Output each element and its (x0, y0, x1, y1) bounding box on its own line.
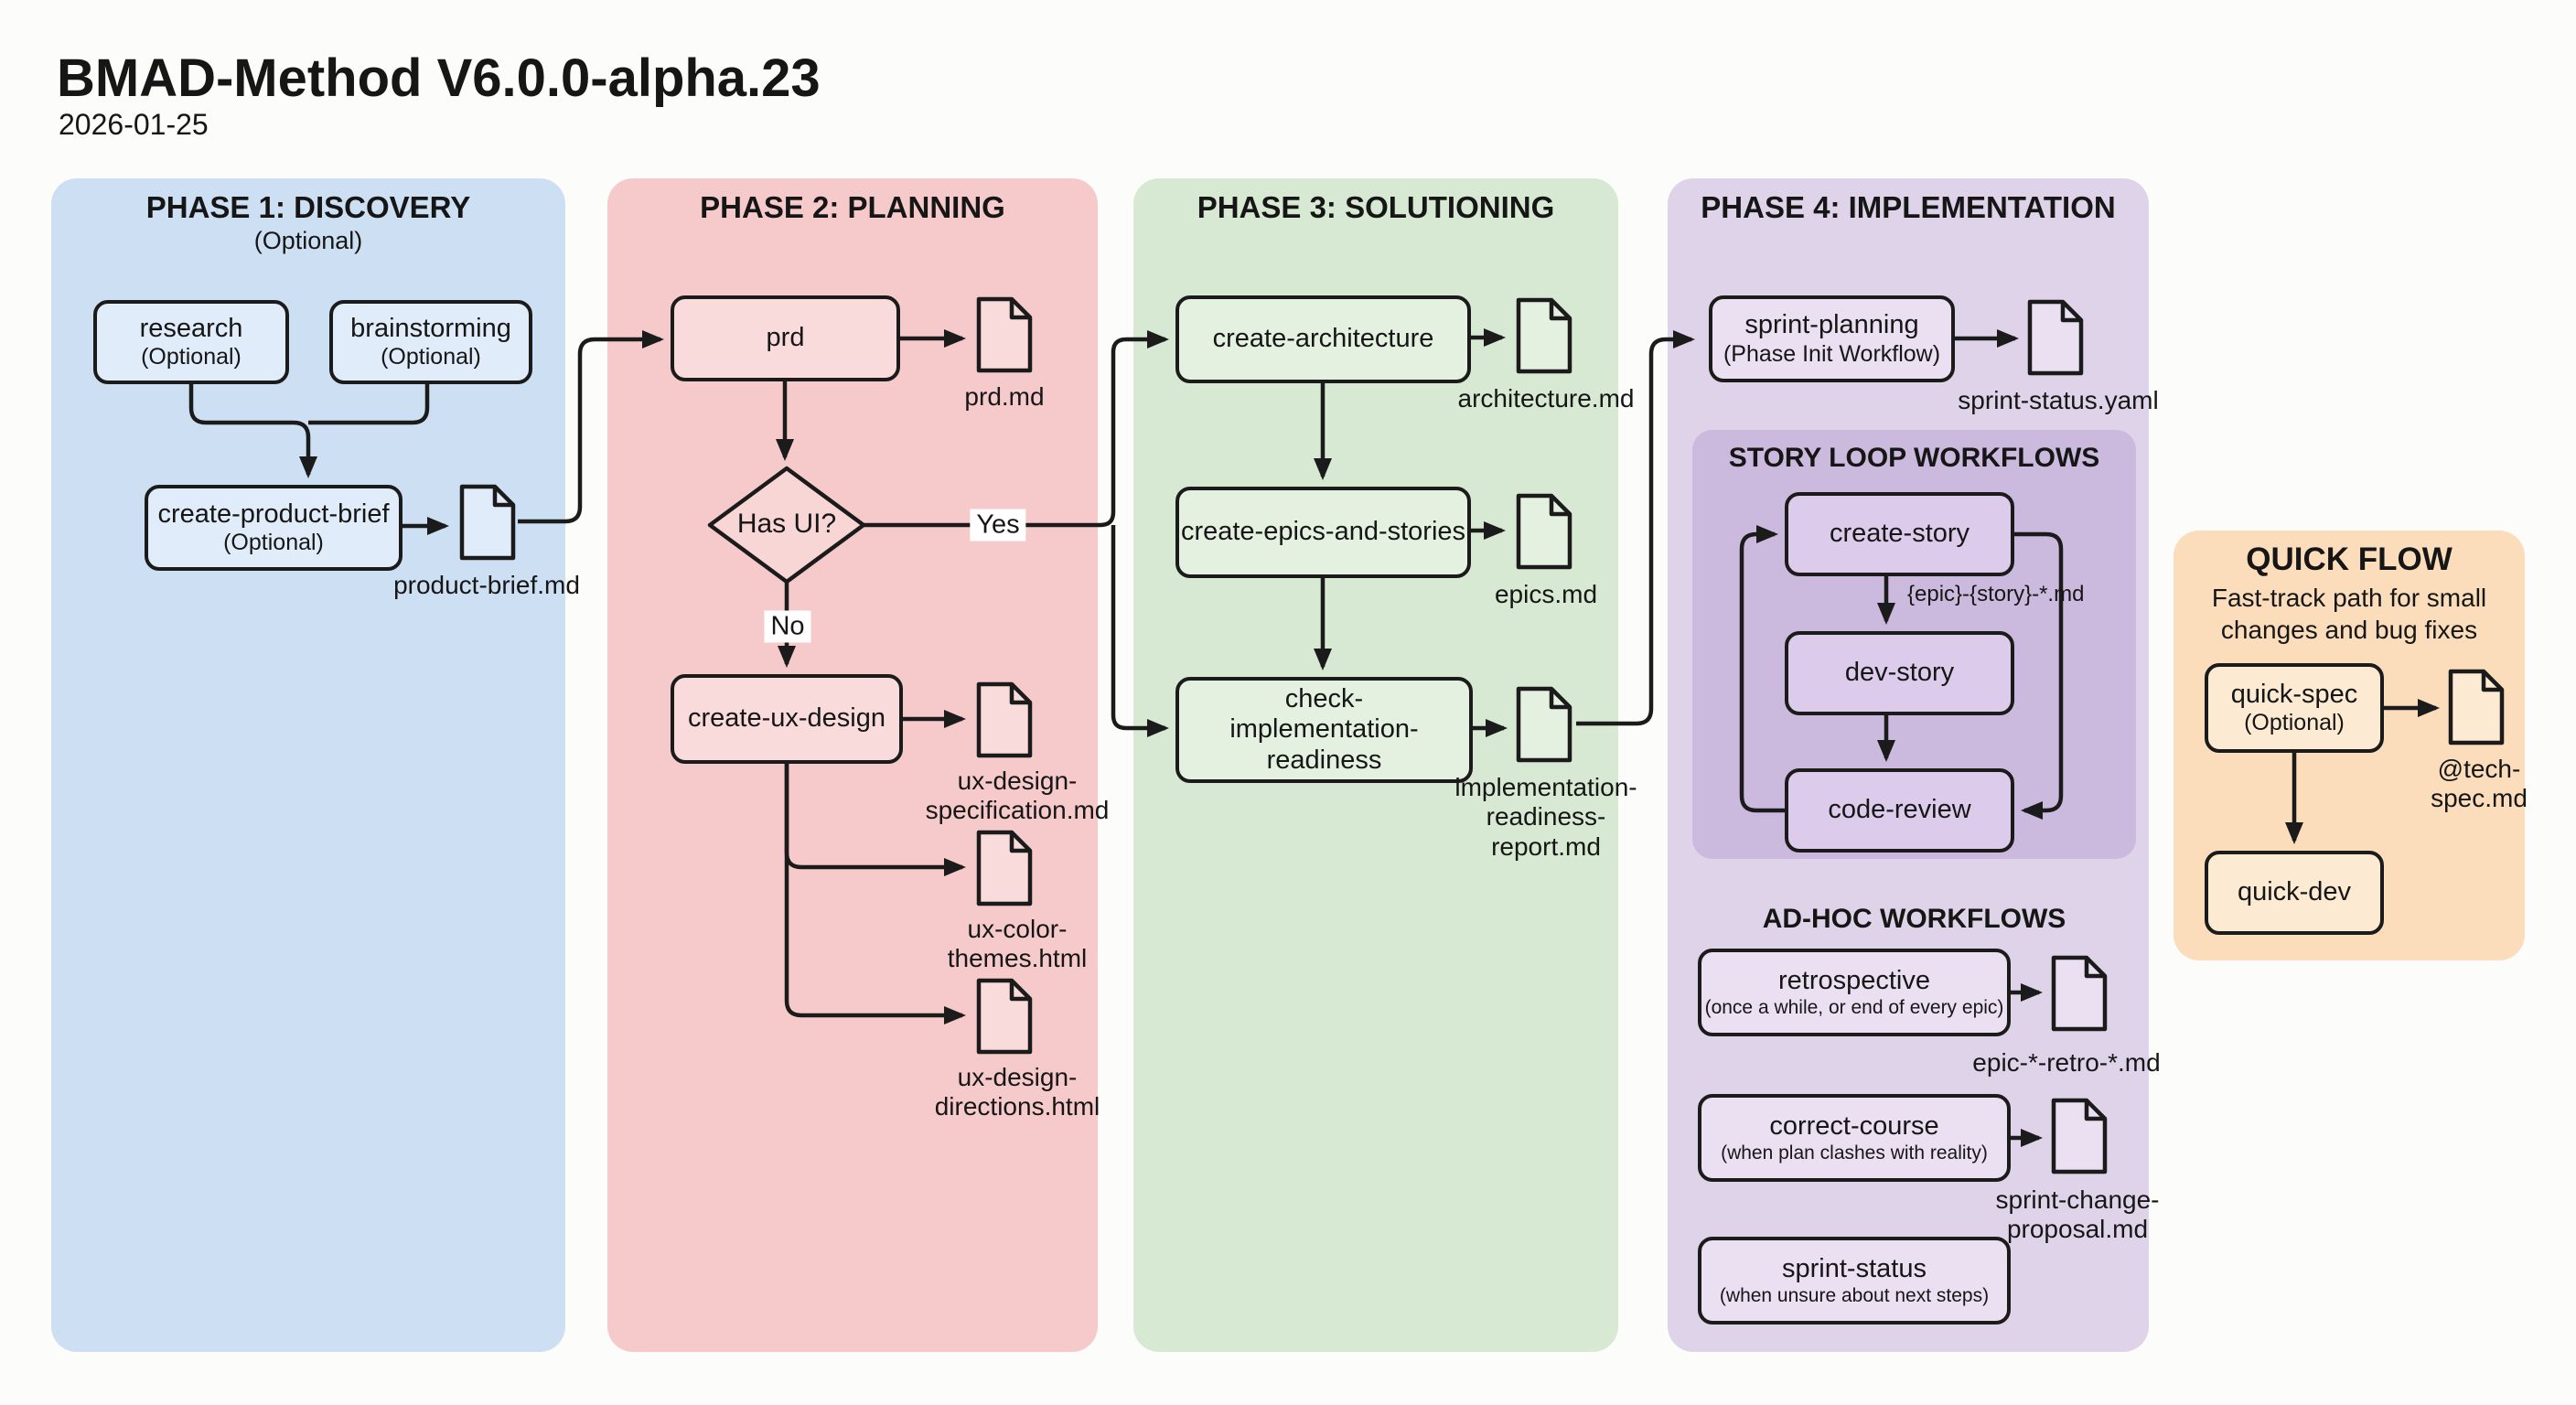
node-quick-spec (2205, 663, 2384, 753)
node-label: create-architecture (1212, 324, 1434, 354)
node-label: check-implementation-readiness (1229, 683, 1419, 775)
decision-label: Has UI? (736, 509, 837, 539)
adhoc-title: AD-HOC WORKFLOWS (1762, 904, 2066, 934)
node-research (93, 300, 289, 384)
node-create-epics-and-stories (1175, 487, 1471, 578)
node-prd (671, 295, 900, 381)
node-quick-dev (2205, 851, 2384, 935)
phase-1-subtitle: (Optional) (253, 227, 363, 254)
node-sublabel: (Optional) (381, 344, 481, 370)
node-label: create-epics-and-stories (1180, 517, 1466, 547)
document-icon (2446, 667, 2506, 747)
doc-label-readiness-report: implementation-readiness-report.md (1454, 773, 1637, 861)
node-sprint-planning (1709, 295, 1955, 382)
node-label: sprint-planning (1744, 310, 1919, 340)
node-label: create-story (1829, 519, 1970, 549)
node-label: code-review (1828, 795, 1971, 825)
node-label: correct-course (1769, 1111, 1939, 1142)
doc-label-prd: prd.md (964, 382, 1045, 411)
node-create-architecture (1175, 295, 1471, 383)
node-label: prd (766, 323, 805, 353)
node-create-product-brief (145, 485, 402, 571)
node-retrospective (1698, 949, 2011, 1036)
phase-4-title: PHASE 4: IMPLEMENTATION (1701, 190, 2116, 224)
doc-label-sprint-change-proposal: sprint-change-proposal.md (1995, 1185, 2160, 1244)
story-loop-title: STORY LOOP WORKFLOWS (1728, 443, 2100, 473)
document-icon (2049, 953, 2109, 1034)
doc-label-product-brief: product-brief.md (393, 571, 580, 599)
node-sublabel: (Optional) (223, 530, 324, 556)
document-icon (1514, 295, 1574, 376)
phase-2-title: PHASE 2: PLANNING (700, 190, 1005, 224)
document-icon (974, 828, 1035, 908)
node-label: dev-story (1844, 658, 1955, 688)
doc-label-architecture: architecture.md (1457, 384, 1635, 413)
node-create-story (1785, 492, 2014, 576)
node-label: sprint-status (1782, 1254, 1927, 1284)
node-code-review (1785, 768, 2014, 853)
node-sublabel: (when unsure about next steps) (1719, 1284, 1990, 1306)
doc-label-epic-retro: epic-*-retro-*.md (1972, 1048, 2161, 1077)
document-icon (2025, 297, 2086, 378)
node-label: create-ux-design (688, 703, 886, 734)
node-correct-course (1698, 1094, 2011, 1182)
document-icon (974, 680, 1035, 760)
doc-label-ux-color: ux-color-themes.html (947, 915, 1088, 973)
node-sublabel: (Phase Init Workflow) (1723, 340, 1941, 367)
document-icon (2049, 1096, 2109, 1176)
quick-flow-title: QUICK FLOW (2246, 542, 2453, 577)
doc-label-epics: epics.md (1494, 580, 1598, 608)
document-icon (974, 976, 1035, 1056)
doc-label-tech-spec: @tech-spec.md (2431, 755, 2528, 813)
document-icon (1514, 684, 1574, 765)
phase-3-title: PHASE 3: SOLUTIONING (1197, 190, 1555, 224)
document-icon (1514, 491, 1574, 572)
doc-label-ux-directions: ux-design-directions.html (934, 1063, 1100, 1121)
node-label: brainstorming (350, 313, 511, 343)
node-label: create-product-brief (157, 499, 390, 529)
node-create-ux-design (671, 674, 903, 764)
document-icon (457, 482, 518, 563)
node-label: quick-spec (2230, 679, 2358, 709)
phase-1-title: PHASE 1: DISCOVERY (145, 190, 471, 224)
yes-label: Yes (970, 509, 1025, 542)
node-sublabel: (Optional) (141, 344, 242, 370)
node-check-implementation-readiness (1175, 677, 1473, 783)
node-label: research (139, 313, 243, 343)
document-icon (974, 295, 1035, 375)
node-dev-story (1785, 631, 2014, 715)
node-sublabel: (when plan clashes with reality) (1721, 1142, 1988, 1164)
node-sprint-status (1698, 1237, 2011, 1325)
story-file-label: {epic}-{story}-*.md (1907, 582, 2085, 606)
page-date: 2026-01-25 (59, 108, 209, 141)
no-label: No (764, 611, 810, 643)
node-label: quick-dev (2237, 877, 2352, 907)
quick-flow-subtitle: Fast-track path for small changes and bug fixes (2211, 584, 2487, 644)
doc-label-ux-spec: ux-design-specification.md (925, 767, 1110, 825)
node-sublabel: (once a while, or end of every epic) (1704, 996, 2004, 1018)
node-brainstorming (329, 300, 532, 384)
node-sublabel: (Optional) (2244, 710, 2345, 736)
doc-label-sprint-status-yaml: sprint-status.yaml (1958, 386, 2159, 414)
node-label: retrospective (1777, 966, 1930, 996)
page-title: BMAD-Method V6.0.0-alpha.23 (57, 48, 821, 108)
